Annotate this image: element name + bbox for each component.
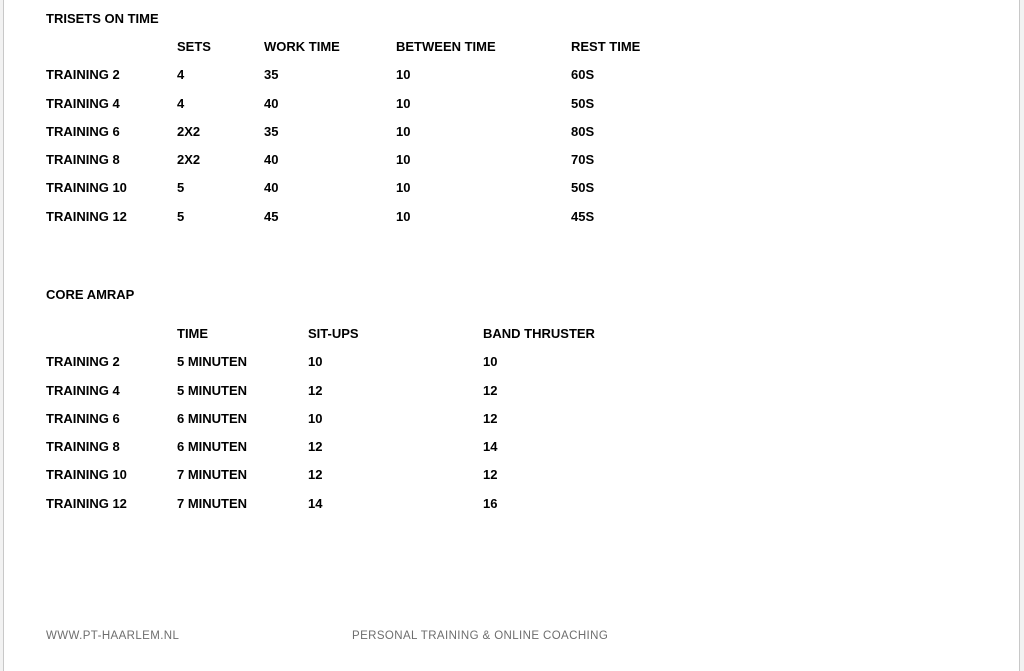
band-thruster-value: 16 bbox=[483, 495, 498, 511]
time-value: 5 MINUTEN bbox=[177, 382, 248, 398]
time-value: 6 MINUTEN bbox=[177, 439, 248, 455]
sets-value: 4 bbox=[177, 95, 185, 111]
sets-value: 5 bbox=[177, 208, 185, 224]
band-thruster-value: 12 bbox=[483, 467, 498, 483]
rest-time-value: 70S bbox=[571, 152, 595, 168]
sit-ups-value: 12 bbox=[308, 467, 323, 483]
column-header-rest-time: REST TIME bbox=[571, 39, 641, 54]
rest-time-value: 50S bbox=[571, 180, 595, 196]
sets-value: 2X2 bbox=[177, 152, 201, 168]
between-time-value: 10 bbox=[396, 123, 411, 139]
column-header-between-time: BETWEEN TIME bbox=[396, 39, 496, 54]
work-time-value: 40 bbox=[264, 95, 279, 111]
training-label: TRAINING 8 bbox=[46, 439, 120, 455]
band-thruster-value: 12 bbox=[483, 382, 498, 398]
sets-value: 4 bbox=[177, 67, 185, 83]
column-header-sets: SETS bbox=[177, 39, 211, 54]
between-time-value: 10 bbox=[396, 67, 411, 83]
training-label: TRAINING 12 bbox=[46, 495, 127, 511]
sit-ups-value: 10 bbox=[308, 354, 323, 370]
training-label: TRAINING 4 bbox=[46, 95, 120, 111]
triset-section-title: TRISETS ON TIME bbox=[46, 11, 159, 26]
sets-value: 2X2 bbox=[177, 123, 201, 139]
core-section-title: CORE AMRAP bbox=[46, 287, 135, 302]
work-time-value: 35 bbox=[264, 123, 279, 139]
time-value: 7 MINUTEN bbox=[177, 495, 248, 511]
between-time-value: 10 bbox=[396, 180, 411, 196]
work-time-value: 45 bbox=[264, 208, 279, 224]
training-label: TRAINING 8 bbox=[46, 152, 120, 168]
training-label: TRAINING 12 bbox=[46, 208, 127, 224]
rest-time-value: 45S bbox=[571, 208, 595, 224]
document-page bbox=[3, 0, 1020, 671]
column-header-time: TIME bbox=[177, 326, 209, 341]
work-time-value: 40 bbox=[264, 180, 279, 196]
work-time-value: 40 bbox=[264, 152, 279, 168]
band-thruster-value: 12 bbox=[483, 410, 498, 426]
time-value: 7 MINUTEN bbox=[177, 467, 248, 483]
column-header-sit-ups: SIT-UPS bbox=[308, 326, 359, 341]
sets-value: 5 bbox=[177, 180, 185, 196]
between-time-value: 10 bbox=[396, 95, 411, 111]
training-label: TRAINING 6 bbox=[46, 410, 120, 426]
footer-website: WWW.PT-HAARLEM.NL bbox=[46, 630, 180, 642]
training-label: TRAINING 10 bbox=[46, 180, 127, 196]
rest-time-value: 80S bbox=[571, 123, 595, 139]
column-header-work-time: WORK TIME bbox=[264, 39, 340, 54]
work-time-value: 35 bbox=[264, 67, 279, 83]
between-time-value: 10 bbox=[396, 152, 411, 168]
training-label: TRAINING 2 bbox=[46, 354, 120, 370]
band-thruster-value: 14 bbox=[483, 439, 498, 455]
sit-ups-value: 12 bbox=[308, 439, 323, 455]
training-label: TRAINING 10 bbox=[46, 467, 127, 483]
rest-time-value: 60S bbox=[571, 67, 595, 83]
training-label: TRAINING 4 bbox=[46, 382, 120, 398]
training-label: TRAINING 2 bbox=[46, 67, 120, 83]
footer-tagline: PERSONAL TRAINING & ONLINE COACHING bbox=[352, 630, 609, 642]
time-value: 5 MINUTEN bbox=[177, 354, 248, 370]
band-thruster-value: 10 bbox=[483, 354, 498, 370]
rest-time-value: 50S bbox=[571, 95, 595, 111]
column-header-band-thruster: BAND THRUSTER bbox=[483, 326, 595, 341]
training-label: TRAINING 6 bbox=[46, 123, 120, 139]
sit-ups-value: 10 bbox=[308, 410, 323, 426]
time-value: 6 MINUTEN bbox=[177, 410, 248, 426]
sit-ups-value: 14 bbox=[308, 495, 323, 511]
sit-ups-value: 12 bbox=[308, 382, 323, 398]
between-time-value: 10 bbox=[396, 208, 411, 224]
